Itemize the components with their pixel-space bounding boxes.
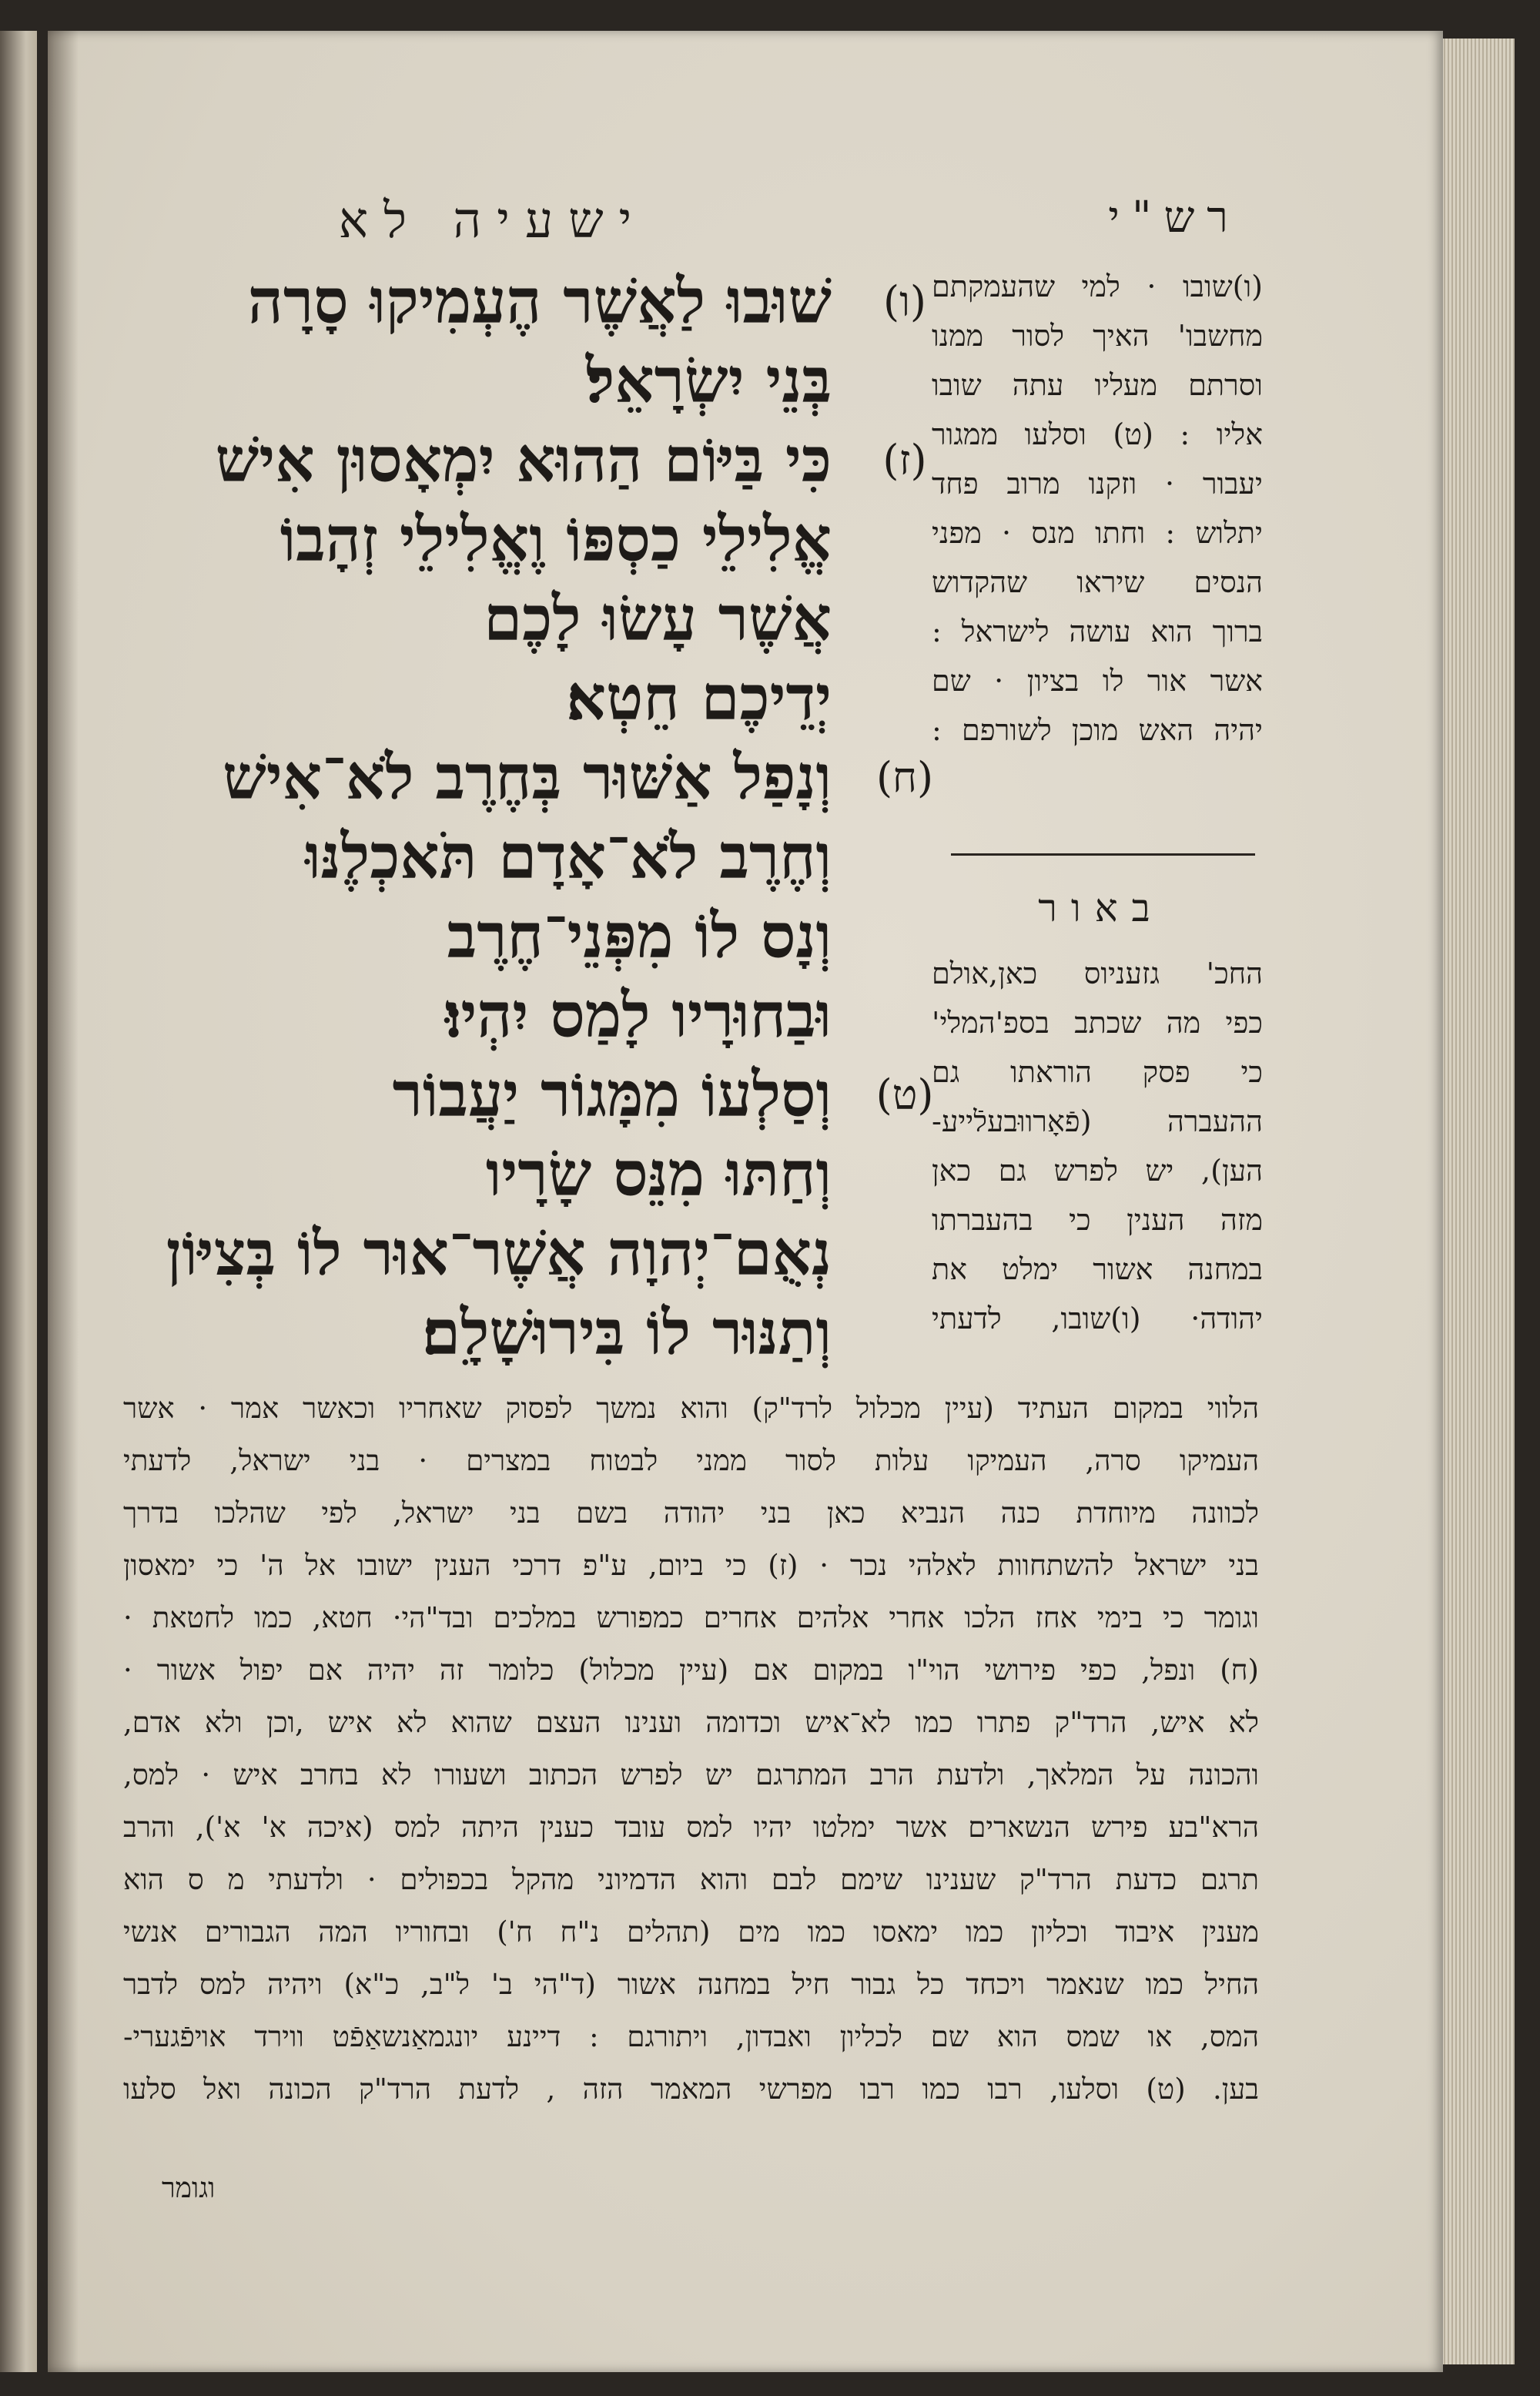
running-head-book-title: ישעיה לא [338, 193, 648, 250]
verse-text: וְנָס לוֹ מִפְּנֵי־חֶרֶב [447, 900, 832, 972]
verse-number: (ח) [875, 753, 934, 802]
biur-commentary [932, 949, 1263, 1343]
biur-line: ההעברה (פֿאָרווּבעלֿייע- [932, 1104, 1263, 1138]
biur-heading: באור [1038, 886, 1164, 930]
commentary-line: (ח) ונפל, כפי פירושי הוי"ו במקום אם (עיין מכלול) כלומר זה יהיה אם יפול אשור · [123, 1654, 1259, 1687]
verse-text: שׁוּבוּ לַאֲשֶׁר הֶעְמִיקוּ סָרָה [247, 265, 832, 337]
commentary-line: החיל כמו שנאמר ויכחד כל גבור חיל במחנה אשור (ד"הי ב' ל"ב, כ"א) ויהיה למס לדבר [123, 1968, 1259, 2001]
verse-line [100, 1134, 932, 1214]
rashi-commentary [932, 262, 1263, 755]
verse-line [100, 658, 932, 738]
biur-line: במחנה אשור ימלט את [932, 1252, 1263, 1286]
verse-line [100, 896, 932, 976]
rashi-line: (ו)שובו · למי שהעמקתם [932, 270, 1263, 303]
rashi-line: וסרתם מעליו עתה שובו [932, 368, 1263, 402]
verse-number: (ז) [882, 436, 927, 484]
verse-line [100, 1214, 932, 1293]
biur-line: יהודה· (ו)שובו, לדעתי [932, 1302, 1263, 1335]
verse-line [100, 262, 932, 341]
verse-line [100, 1293, 932, 1372]
rashi-line: מחשבו' האיך לסור ממנו [932, 319, 1263, 353]
rashi-line: ברוך הוא עושה לישראל : [932, 615, 1263, 648]
page-edges [1437, 39, 1515, 2364]
previous-page-edge [0, 31, 37, 2372]
verse-line [100, 738, 932, 817]
verse-line [100, 341, 932, 421]
verse-text: נְאֻם־יְהוָה אֲשֶׁר־אוּר לוֹ בְּצִיּוֹן [166, 1217, 832, 1289]
verse-text: וְחֶרֶב לֹא־אָדָם תֹּאכְלֶנּוּ [305, 820, 832, 893]
commentary-line: בען. (ט) וסלעו, רבו כמו רבו מפרשי המאמר הזה , לדעת הרד"ק הכונה ואל סלעו [123, 2073, 1259, 2106]
biur-commentary-continued [123, 1382, 1259, 2116]
verse-block [100, 262, 932, 1372]
commentary-line: המס, או שמס הוא שם לכליון ואבדון, ויתורגם : דיינע יונגמאַנשאַפֿט ווירד אױפֿגערי- [123, 2020, 1259, 2053]
commentary-line: הלווי במקום העתיד (עיין מכלול לרד"ק) והוא נמשך לפסוק שאחריו וכאשר אמר · אשר [123, 1392, 1259, 1425]
rashi-line: אליו : (ט) וסלעו ממגור [932, 417, 1263, 451]
commentary-line: תרגם כדעת הרד"ק שענינו שימם לבם והוא הדמיוני מהקל בכפולים · ולדעתי מ ס הוא [123, 1863, 1259, 1896]
running-head-rashi: רש"י [1108, 193, 1240, 243]
rashi-line: יעבור · וזקנו מרוב פחד [932, 467, 1263, 501]
commentary-line: וגומר כי בימי אחז הלכו אחרי אלהים אחרים כמפורש במלכים ובד"הי· חטא, כמו לחטאת · [123, 1601, 1259, 1634]
gutter-shadow [48, 31, 79, 2372]
biur-line: החכ' גזעניוס כאן,אולם [932, 957, 1263, 990]
biur-line: כי פסק הוראתו גם [932, 1055, 1263, 1089]
biur-line: כפי מה שכתב בספ'המלי' [932, 1006, 1263, 1040]
verse-line [100, 1055, 932, 1134]
commentary-line: העמיקו סרה, העמיקו עלות לסור ממני לבטוח במצרים · בני ישראל, לדעתי [123, 1444, 1259, 1477]
commentary-line: והכונה על המלאך, ולדעת הרב המתרגם יש לפרש הכתוב ושעורו לא בחרב איש · למס, [123, 1758, 1259, 1791]
verse-text: וְסַלְעוֹ מִמָּגוֹר יַעֲבוֹר [392, 1058, 832, 1131]
verse-text: בְּנֵי יִשְׂרָאֵל׃ [585, 344, 832, 417]
verse-text: וְתַנּוּר לוֹ בִּירוּשָׁלִָם׃ [422, 1296, 832, 1369]
rashi-line: אשר אור לו בציון · שם [932, 664, 1263, 698]
verse-text: כִּי בַּיּוֹם הַהוּא יִמְאָסוּן אִישׁ [215, 424, 832, 496]
column-divider-rule [951, 853, 1255, 856]
commentary-line: מענין איבוד וכליון כמו ימאסו כמו מים (תהלים נ"ח ח') ובחוריו המה הגבורים אנשי [123, 1915, 1259, 1949]
verse-text: וְחַתּוּ מִנֵּס שָׂרָיו [485, 1138, 832, 1210]
biur-line: הען), יש לפרש גם כאן [932, 1154, 1263, 1188]
verse-text: וְנָפַל אַשּׁוּר בְּחֶרֶב לֹא־אִישׁ [223, 741, 832, 813]
rashi-line: יהיה האש מוכן לשורפם : [932, 713, 1263, 747]
commentary-line: לא איש, הרד"ק פתרו כמו לא־איש וכדומה וענינו העצם שהוא לא איש ,וכן ולא אדם, [123, 1706, 1259, 1739]
biur-line: מזה הענין כי בהעברתו [932, 1203, 1263, 1237]
commentary-line: לכוונה מיוחדת כנה הנביא כאן בני יהודה בשם בני ישראל, לפי שהלכו בדרך [123, 1496, 1259, 1530]
verse-text: אֲשֶׁר עָשׂוּ לָכֶם [484, 582, 832, 655]
verse-line [100, 421, 932, 500]
verse-line [100, 579, 932, 658]
catchword: וגומר [162, 2173, 216, 2204]
verse-text: אֱלִילֵי כַסְפּוֹ וֶאֱלִילֵי זְהָבוֹ [280, 503, 832, 575]
verse-line [100, 976, 932, 1055]
verse-text: וּבַחוּרָיו לָמַס יִהְיוּ׃ [444, 979, 832, 1051]
verse-line [100, 817, 932, 896]
verse-text: יְדֵיכֶם חֵטְא׃ [566, 662, 832, 734]
commentary-line: הרא"בע פירש הנשארים אשר ימלטו יהיו למס עובד כענין היתה למס (איכה א' א'), והרב [123, 1811, 1259, 1844]
verse-number: (ט) [875, 1071, 934, 1119]
rashi-line: יתלוש : וחתו מנס · מפני [932, 516, 1263, 550]
verse-line [100, 500, 932, 579]
verse-number: (ו) [883, 277, 926, 326]
commentary-line: בני ישראל להשתחוות לאלהי נכר · (ז) כי ביום, ע"פ דרכי הענין ישובו אל ה' כי ימאסון [123, 1549, 1259, 1582]
rashi-line: הנסים שיראו שהקדוש [932, 565, 1263, 599]
